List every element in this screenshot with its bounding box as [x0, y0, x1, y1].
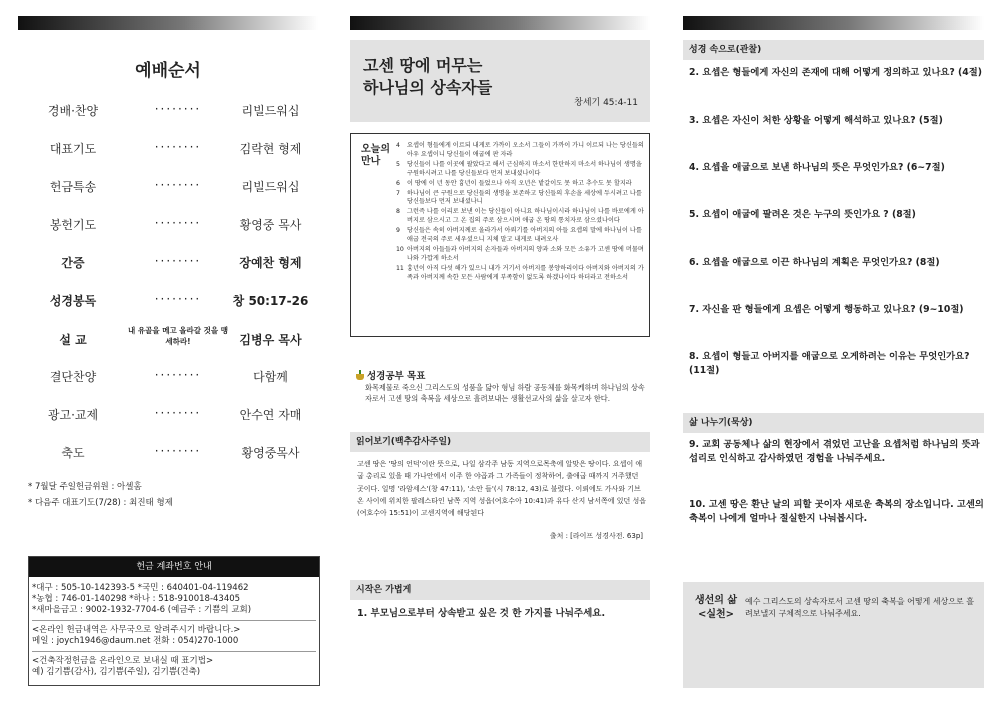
- order-row: [18, 178, 318, 200]
- sharing-header: 삶 나누기(묵상): [683, 413, 984, 433]
- order-item-name: 경배·찬양: [47, 104, 99, 118]
- order-item-name: 설 교: [59, 333, 87, 347]
- order-row: [18, 216, 318, 238]
- order-dots: ········: [154, 102, 202, 116]
- order-item-name: 봉헌기도: [49, 218, 97, 232]
- order-item-leader: 황영중목사: [241, 446, 300, 460]
- question: 3. 요셉은 자신이 처한 상황을 어떻게 해석하고 있나요? (5절): [689, 115, 943, 126]
- order-row: [18, 368, 318, 390]
- online-offering-title: <온라인 헌금내역은 사무국으로 알려주시기 바랍니다.>: [32, 625, 241, 635]
- order-item-leader: 장예찬 형제: [239, 256, 302, 270]
- question: 2. 요셉은 형들에게 자신의 존재에 대해 어떻게 정의하고 있나요? (4절): [689, 67, 982, 78]
- verse-number: 6: [396, 179, 400, 187]
- order-item-leader: 리빌드워십: [241, 180, 300, 194]
- order-dots: ········: [154, 368, 202, 382]
- order-row: [18, 292, 318, 314]
- question: 10. 고센 땅은 환난 날의 피할 곳이자 새로운 축복의 장소입니다. 고센의 축복이 나에게 얼마나 절실한지 나눠봅시다.: [689, 499, 984, 524]
- verse: [396, 190, 646, 208]
- verse-text: 당신들이 나를 이곳에 팔았다고 해서 근심하지 마소서 한탄하지 마소서 하나님이 생명을 구원하시려고 나를 당신들보다 먼저 보내셨나이다: [407, 160, 642, 177]
- question: 8. 요셉이 형들고 아버지를 애굽으로 오게하려는 이유는 무엇인가요? (11절): [689, 351, 970, 376]
- order-item-name: 결단찬양: [49, 370, 97, 384]
- order-item-name: 성경봉독: [49, 294, 97, 308]
- order-row: [18, 406, 318, 428]
- verse-list: [396, 142, 646, 284]
- sermon-title-line1: 고센 땅에 머무는: [363, 56, 483, 75]
- order-item-leader: 김락현 형제: [239, 142, 302, 156]
- scripture-reference: 창세기 45:4-11: [574, 98, 638, 108]
- bank-header: 헌금 계좌번호 안내: [29, 557, 319, 577]
- order-item-name: 축도: [61, 446, 85, 460]
- order-dots: ········: [154, 406, 202, 420]
- question: 7. 자신을 판 형들에게 요셉은 어떻게 행동하고 있나요? (9~10절): [689, 304, 964, 315]
- order-row: [18, 102, 318, 124]
- verse-text: 흉년이 아직 다섯 해가 있으니 내가 거기서 아버지를 봉양하리이다 아버지와 아버지의 가족과 아버지께 속한 모든 사람에게 부족함이 없도록 하겠나이다 하더라고 전하소서: [407, 264, 644, 281]
- verse-text: 이 땅에 이 년 동안 흉년이 들었으나 아직 오년은 밭갈이도 못 하고 추수도 못 할지라: [407, 179, 632, 187]
- order-row: [18, 444, 318, 466]
- verse-text: 요셉이 형들에게 이르되 내게로 가까이 오소서 그들이 가까이 가니 이르되 나는 당신들의 아우 요셉이니 당신들이 애굽에 판 자라: [407, 142, 644, 158]
- verse-number: 8: [396, 208, 400, 216]
- bank-line: *농협 : 746-01-140298 *하나 : 518-910018-43405: [32, 594, 241, 604]
- observation-header: 성경 속으로(관찰): [683, 40, 984, 60]
- order-dots: ········: [154, 216, 202, 230]
- verse-text: 당신들은 속히 아버지께로 올라가서 아뢰기를 아버지의 아들 요셉의 말에 하나님이 나를 애굽 전국의 주로 세우셨으니 지체 말고 내게로 내려오사: [407, 227, 642, 244]
- verse-number: 7: [396, 189, 400, 197]
- order-dots: ········: [154, 140, 202, 154]
- order-dots: ········: [154, 254, 202, 268]
- question: 5. 요셉이 애굽에 팔려온 것은 누구의 뜻인가요 ? (8절): [689, 209, 916, 220]
- reading-text: 고센 땅은 '땅의 언덕'이란 뜻으로, 나일 삼각주 남동 지역으로목축에 알맞은 땅이다. 요셉이 애굽 총리로 있을 때 가나안에서 이주 한 야곱과 그 가족들이 정착하여, 출애굽 때까지 거주했던 곳이다. 일명 '라암세스'(창 47:11), '소안 들'(시 78:12, 43)로 불렸다. 이뢰에도 가사와 기브온 사이에 위치한 팔레스타인 남쪽 지역 성읍(여호수아 10:41)과 유다 산지 남서쪽에 있던 성읍(여호수아 15:51)이 고센지역에 해당된다: [357, 460, 647, 518]
- divider: [32, 651, 316, 652]
- order-item-name: 대표기도: [49, 142, 97, 156]
- order-row: [18, 326, 318, 353]
- order-item-name: 광고·교제: [47, 408, 99, 422]
- practice-label-line1: 생선의 삶: [694, 595, 738, 606]
- order-item-leader: 안수연 자매: [239, 408, 302, 422]
- order-row: [18, 254, 318, 276]
- daily-manna-box: [350, 133, 650, 337]
- online-contact: 메일 : joych1946@daum.net 전화 : 054)270-1000: [32, 636, 239, 646]
- order-item-leader: 다함께: [253, 370, 288, 384]
- verse: [396, 208, 646, 226]
- verse: [396, 142, 646, 160]
- sermon-title-line2: 하나님의 상속자들: [363, 78, 493, 97]
- building-offering-title: <건축작정헌금을 온라인으로 보내실 때 표기법>: [32, 656, 214, 666]
- verse-number: 4: [396, 142, 400, 149]
- offering-account-box: [28, 556, 320, 686]
- footnote: * 7월달 주일헌금위원 : 아셀홈: [28, 482, 142, 492]
- practice-label-line2: <실천>: [697, 609, 735, 620]
- footnote: * 다음주 대표기도(7/28) : 최진태 형제: [28, 498, 173, 508]
- header-bar-right: [683, 16, 984, 30]
- question: 1. 부모님으로부터 상속받고 싶은 것 한 가지를 나눠주세요.: [357, 608, 606, 619]
- verse-number: 10: [396, 245, 404, 253]
- practice-label: [694, 594, 738, 622]
- verse-number: 9: [396, 227, 400, 235]
- reading-source: 출처 : [라이프 성경사전. 63p]: [549, 532, 643, 540]
- verse-text: 아버지의 아들들과 아버지의 손자들과 아버지의 양과 소와 모든 소유가 고센 땅에 머물며 나와 가깝게 하소서: [407, 245, 644, 262]
- verse-text: 그런즉 나를 이리로 보낸 이는 당신들이 아니요 하나님이시라 하나님이 나를 바로에게 아버지로 삼으시고 그 온 집의 주로 삼으시며 애굽 온 땅의 통치자로 삼으셨나이다: [407, 208, 644, 225]
- order-item-leader: 김병우 목사: [239, 333, 302, 347]
- bank-line: *새마을금고 : 9002-1932-7704-6 (예금주 : 기쁨의 교회): [32, 605, 252, 615]
- verse: [396, 180, 646, 189]
- study-goal-title: [356, 368, 425, 382]
- study-goal-heading: 성경공부 목표: [367, 371, 426, 382]
- order-dots: ········: [154, 444, 202, 458]
- verse: [396, 246, 646, 264]
- building-offering-example: 예) 김기쁨(감사), 김기쁨(주일), 김기쁨(건축): [32, 667, 201, 677]
- practice-text: 예수 그리스도의 상속자로서 고센 땅의 축복을 어떻게 세상으로 흘려보낼지 구체적으로 나눠주세요.: [745, 597, 974, 618]
- verse: [396, 227, 646, 245]
- practice-box: [683, 582, 984, 688]
- verse: [396, 161, 646, 179]
- order-item-leader: 리빌드워십: [241, 104, 300, 118]
- plant-icon: [356, 374, 364, 380]
- order-dots: ········: [154, 178, 202, 192]
- order-item-name: 헌금특송: [49, 180, 97, 194]
- order-row: [18, 140, 318, 162]
- manna-label: [361, 144, 390, 168]
- manna-label-line2: 만나: [361, 156, 381, 167]
- question: 9. 교회 공동체나 삶의 현장에서 겪었던 고난을 요셉처럼 하나님의 뜻과 섭리로 인식하고 감사하였던 경험을 나눠주세요.: [689, 439, 980, 464]
- starter-header: 시작은 가볍게: [350, 580, 650, 600]
- study-goal-text: 화목제물로 죽으신 그리스도의 성품을 닮아 형님 하람 공동체를 화목케하며 하나님의 상속자로서 고센 땅의 축복을 세상으로 흘려보내는 생활선교사의 삶을 살고자 한다.: [365, 383, 645, 403]
- header-bar-left: [18, 16, 318, 30]
- order-item-leader: 황영중 목사: [239, 218, 302, 232]
- question: 6. 요셉을 애굽으로 이끈 하나님의 계획은 무엇인가요? (8절): [689, 257, 940, 268]
- question: 4. 요셉을 애굽으로 보낸 하나님의 뜻은 무엇인가요? (6~7절): [689, 162, 945, 173]
- sermon-title-box: [350, 40, 650, 122]
- verse-number: 11: [396, 264, 404, 272]
- order-dots: ········: [154, 292, 202, 306]
- order-item-leader: 창 50:17-26: [232, 294, 309, 308]
- order-title: 예배순서: [135, 61, 201, 81]
- reading-header: 읽어보기(백추감사주일): [350, 432, 650, 452]
- divider: [32, 620, 316, 621]
- order-item-name: 간증: [61, 256, 85, 270]
- verse-number: 5: [396, 160, 400, 168]
- manna-label-line1: 오늘의: [361, 144, 390, 155]
- sermon-title: 내 유골을 메고 올라갈 것을 맹세하라!: [128, 326, 228, 346]
- verse-text: 하나님이 큰 구원으로 당신들의 생명을 보존하고 당신들의 후손을 세상에 두시려고 나를 당신들보다 먼저 보내셨나니: [407, 189, 642, 206]
- bank-line: *대구 : 505-10-142393-5 *국민 : 640401-04-119462: [32, 583, 249, 593]
- verse: [396, 265, 646, 283]
- header-bar-middle: [350, 16, 650, 30]
